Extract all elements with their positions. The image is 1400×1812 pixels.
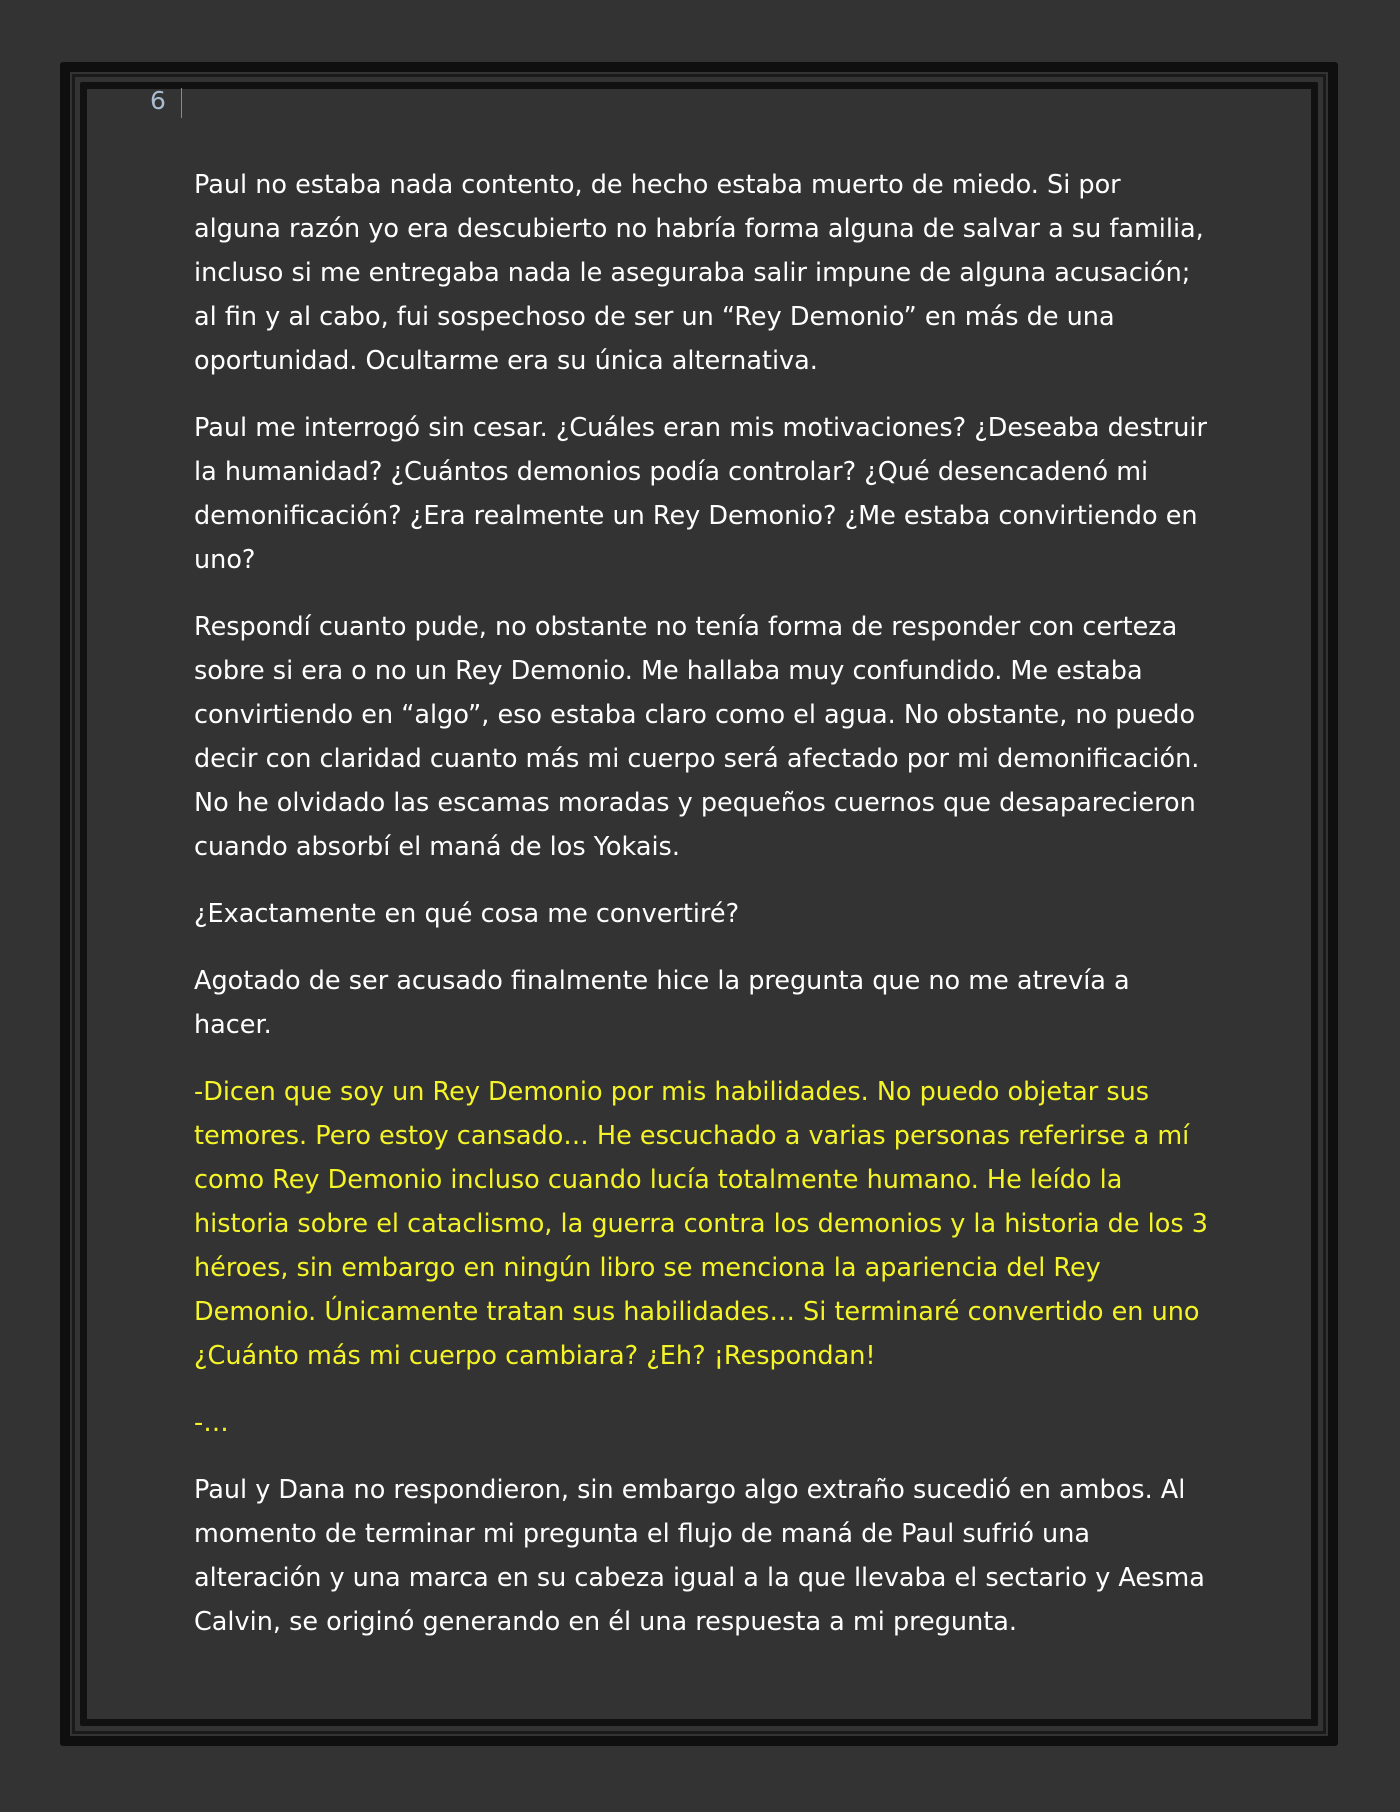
- page-number: 6: [150, 86, 166, 115]
- paragraph-dialogue: -Dicen que soy un Rey Demonio por mis habilidades. No puedo objetar sus temores. Pero estoy cansado… He escuchado a varias personas referirse a mí como Rey Demonio incluso cuando lucía totalmente humano. He leído la historia sobre el cataclismo, la guerra contra los demonios y la historia de los 3 héroes, sin embargo en ningún libro se menciona la apariencia del Rey Demonio. Únicamente tratan sus habilidades… Si terminaré convertido en uno ¿Cuánto más mi cuerpo cambiara? ¿Eh? ¡Respondan!: [194, 1077, 1208, 1371]
- paragraph-narration: Paul me interrogó sin cesar. ¿Cuáles eran mis motivaciones? ¿Deseaba destruir la humanidad? ¿Cuántos demonios podía controlar? ¿Qué desencadenó mi demonificación? ¿Era realmente un Rey Demonio? ¿Me estaba convirtiendo en uno?: [194, 413, 1207, 575]
- paragraph-narration: Respondí cuanto pude, no obstante no tenía forma de responder con certeza sobre si era o no un Rey Demonio. Me hallaba muy confundido. Me estaba convirtiendo en “algo”, eso estaba claro como el agua. No obstante, no puedo decir con claridad cuanto más mi cuerpo será afectado por mi demonificación. No he olvidado las escamas moradas y pequeños cuernos que desaparecieron cuando absorbí el maná de los Yokais.: [194, 612, 1200, 862]
- paragraph-narration: Paul y Dana no respondieron, sin embargo algo extraño sucedió en ambos. Al momento de terminar mi pregunta el flujo de maná de Paul sufrió una alteración y una marca en su cabeza igual a la que llevaba el sectario y Aesma Calvin, se originó generando en él una respuesta a mi pregunta.: [194, 1475, 1205, 1637]
- paragraph-narration: ¿Exactamente en qué cosa me convertiré?: [194, 899, 740, 929]
- paragraph-narration: Agotado de ser acusado finalmente hice la pregunta que no me atrevía a hacer.: [194, 966, 1130, 1040]
- page-body: [194, 163, 1214, 1667]
- paragraph-dialogue-ellipsis: -…: [194, 1408, 229, 1438]
- paragraph-narration: Paul no estaba nada contento, de hecho estaba muerto de miedo. Si por alguna razón yo era descubierto no habría forma alguna de salvar a su familia, incluso si me entregaba nada le aseguraba salir impune de alguna acusación; al fin y al cabo, fui sospechoso de ser un “Rey Demonio” en más de una oportunidad. Ocultarme era su única alternativa.: [194, 170, 1204, 376]
- page-number-divider: [181, 88, 182, 118]
